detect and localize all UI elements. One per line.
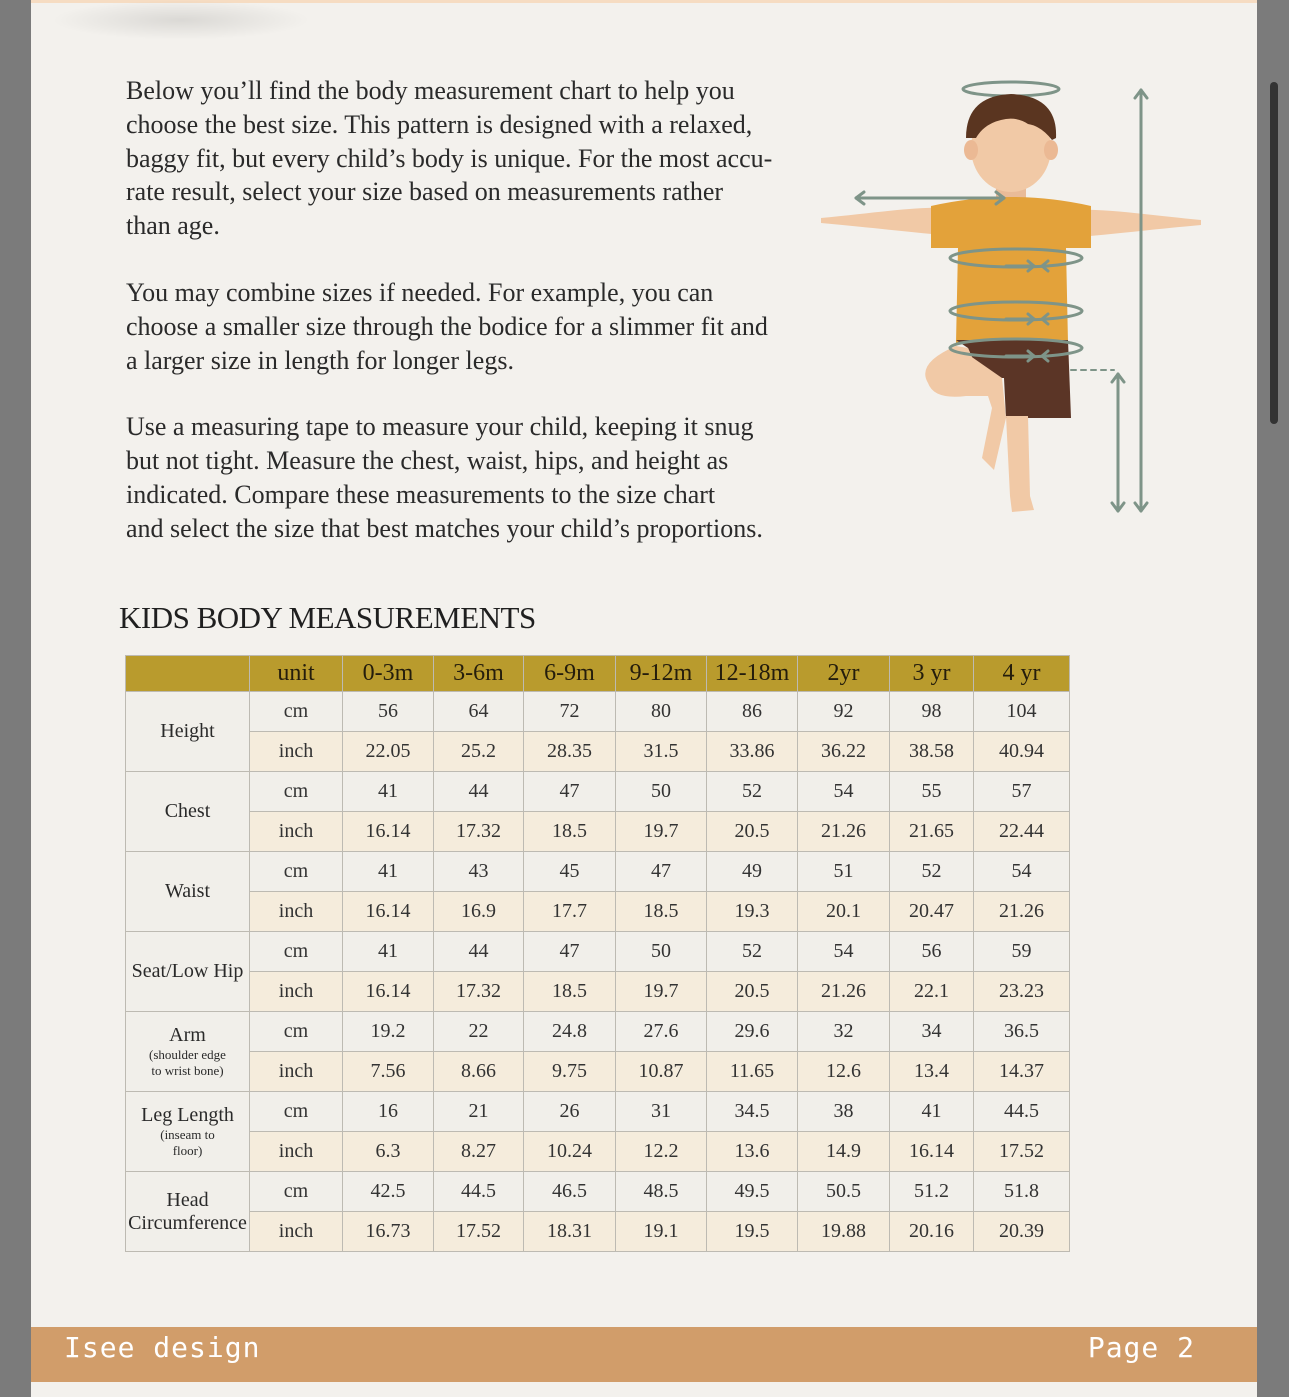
value-cell: 42.5 bbox=[343, 1172, 434, 1212]
value-cell: 20.47 bbox=[890, 892, 974, 932]
value-cell: 18.5 bbox=[524, 972, 616, 1012]
row-label-text: Circumference bbox=[128, 1211, 247, 1234]
row-label-head-circumference bbox=[126, 1172, 250, 1252]
value-cell: 21.65 bbox=[890, 812, 974, 852]
unit-cell: inch bbox=[250, 972, 343, 1012]
value-cell: 41 bbox=[343, 932, 434, 972]
unit-cell: cm bbox=[250, 1172, 343, 1212]
unit-cell: cm bbox=[250, 692, 343, 732]
value-cell: 48.5 bbox=[616, 1172, 707, 1212]
value-cell: 14.9 bbox=[798, 1132, 890, 1172]
table-row bbox=[126, 1132, 1070, 1172]
value-cell: 55 bbox=[890, 772, 974, 812]
intro-paragraph-1 bbox=[126, 74, 846, 243]
value-cell: 18.5 bbox=[524, 812, 616, 852]
value-cell: 6.3 bbox=[343, 1132, 434, 1172]
value-cell: 41 bbox=[343, 852, 434, 892]
value-cell: 16 bbox=[343, 1092, 434, 1132]
value-cell: 47 bbox=[524, 932, 616, 972]
value-cell: 36.5 bbox=[974, 1012, 1070, 1052]
header-unit: unit bbox=[250, 656, 343, 692]
value-cell: 51.8 bbox=[974, 1172, 1070, 1212]
section-title: KIDS BODY MEASUREMENTS bbox=[119, 600, 536, 635]
value-cell: 20.16 bbox=[890, 1212, 974, 1252]
value-cell: 9.75 bbox=[524, 1052, 616, 1092]
unit-cell: cm bbox=[250, 772, 343, 812]
table-header bbox=[126, 656, 1070, 692]
table-row bbox=[126, 1052, 1070, 1092]
value-cell: 29.6 bbox=[707, 1012, 798, 1052]
value-cell: 54 bbox=[798, 932, 890, 972]
header-size: 2yr bbox=[798, 656, 890, 692]
value-cell: 25.2 bbox=[434, 732, 524, 772]
value-cell: 34.5 bbox=[707, 1092, 798, 1132]
table-row bbox=[126, 772, 1070, 812]
intro-line: You may combine sizes if needed. For example, you can bbox=[126, 277, 714, 307]
table-row bbox=[126, 892, 1070, 932]
unit-cell: cm bbox=[250, 852, 343, 892]
value-cell: 41 bbox=[343, 772, 434, 812]
row-label-note: floor) bbox=[172, 1143, 203, 1158]
intro-line: choose a smaller size through the bodice for a slimmer fit and bbox=[126, 311, 768, 341]
header-size: 3 yr bbox=[890, 656, 974, 692]
value-cell: 44 bbox=[434, 932, 524, 972]
row-label-text: Chest bbox=[164, 800, 211, 822]
row-label-text: Leg Length bbox=[141, 1104, 234, 1126]
intro-line: and select the size that best matches your child’s proportions. bbox=[126, 513, 763, 543]
table-row bbox=[126, 692, 1070, 732]
child-measurement-figure-icon bbox=[816, 78, 1206, 523]
value-cell: 47 bbox=[524, 772, 616, 812]
value-cell: 22 bbox=[434, 1012, 524, 1052]
intro-line: indicated. Compare these measurements to the size chart bbox=[126, 479, 716, 509]
value-cell: 16.14 bbox=[343, 812, 434, 852]
header-empty bbox=[126, 656, 250, 692]
value-cell: 38 bbox=[798, 1092, 890, 1132]
value-cell: 64 bbox=[434, 692, 524, 732]
value-cell: 17.32 bbox=[434, 812, 524, 852]
value-cell: 22.1 bbox=[890, 972, 974, 1012]
value-cell: 11.65 bbox=[707, 1052, 798, 1092]
value-cell: 20.39 bbox=[974, 1212, 1070, 1252]
value-cell: 31 bbox=[616, 1092, 707, 1132]
table-row bbox=[126, 1172, 1070, 1212]
value-cell: 19.88 bbox=[798, 1212, 890, 1252]
value-cell: 8.27 bbox=[434, 1132, 524, 1172]
intro-line: choose the best size. This pattern is designed with a relaxed, bbox=[126, 109, 753, 139]
value-cell: 52 bbox=[890, 852, 974, 892]
footer-brand: Isee design bbox=[64, 1331, 261, 1364]
intro-paragraph-2 bbox=[126, 276, 846, 377]
unit-cell: inch bbox=[250, 1212, 343, 1252]
header-size: 3-6m bbox=[434, 656, 524, 692]
row-label-note: (inseam to bbox=[160, 1127, 215, 1142]
table-row bbox=[126, 732, 1070, 772]
value-cell: 18.31 bbox=[524, 1212, 616, 1252]
value-cell: 49.5 bbox=[707, 1172, 798, 1212]
value-cell: 52 bbox=[707, 932, 798, 972]
value-cell: 21.26 bbox=[798, 812, 890, 852]
value-cell: 31.5 bbox=[616, 732, 707, 772]
value-cell: 34 bbox=[890, 1012, 974, 1052]
value-cell: 38.58 bbox=[890, 732, 974, 772]
value-cell: 16.14 bbox=[343, 972, 434, 1012]
value-cell: 16.73 bbox=[343, 1212, 434, 1252]
value-cell: 28.35 bbox=[524, 732, 616, 772]
value-cell: 104 bbox=[974, 692, 1070, 732]
value-cell: 44 bbox=[434, 772, 524, 812]
value-cell: 22.05 bbox=[343, 732, 434, 772]
value-cell: 49 bbox=[707, 852, 798, 892]
value-cell: 16.14 bbox=[890, 1132, 974, 1172]
intro-line: than age. bbox=[126, 211, 220, 241]
header-size: 9-12m bbox=[616, 656, 707, 692]
value-cell: 86 bbox=[707, 692, 798, 732]
value-cell: 50.5 bbox=[798, 1172, 890, 1212]
value-cell: 72 bbox=[524, 692, 616, 732]
row-label-text: Seat/Low Hip bbox=[131, 960, 244, 982]
value-cell: 47 bbox=[616, 852, 707, 892]
row-label-height bbox=[126, 692, 250, 772]
value-cell: 21.26 bbox=[798, 972, 890, 1012]
value-cell: 56 bbox=[343, 692, 434, 732]
row-label-text: Head bbox=[166, 1188, 209, 1211]
value-cell: 10.87 bbox=[616, 1052, 707, 1092]
unit-cell: cm bbox=[250, 1092, 343, 1132]
header-size: 6-9m bbox=[524, 656, 616, 692]
header-size: 0-3m bbox=[343, 656, 434, 692]
intro-line: Use a measuring tape to measure your child, keeping it snug bbox=[126, 412, 754, 442]
document-page bbox=[31, 0, 1257, 1397]
header-size: 12-18m bbox=[707, 656, 798, 692]
value-cell: 19.3 bbox=[707, 892, 798, 932]
unit-cell: cm bbox=[250, 932, 343, 972]
value-cell: 59 bbox=[974, 932, 1070, 972]
value-cell: 17.52 bbox=[974, 1132, 1070, 1172]
unit-cell: inch bbox=[250, 1132, 343, 1172]
value-cell: 52 bbox=[707, 772, 798, 812]
intro-text bbox=[126, 74, 846, 579]
value-cell: 24.8 bbox=[524, 1012, 616, 1052]
intro-line: rate result, select your size based on measurements rather bbox=[126, 177, 724, 207]
value-cell: 13.6 bbox=[707, 1132, 798, 1172]
intro-line: Below you’ll find the body measurement chart to help you bbox=[126, 76, 735, 105]
value-cell: 56 bbox=[890, 932, 974, 972]
row-label-leg-length bbox=[126, 1092, 250, 1172]
unit-cell: inch bbox=[250, 1052, 343, 1092]
value-cell: 27.6 bbox=[616, 1012, 707, 1052]
row-label-note: (shoulder edge bbox=[149, 1047, 226, 1062]
measurement-table bbox=[125, 655, 1070, 1252]
value-cell: 50 bbox=[616, 932, 707, 972]
unit-cell: inch bbox=[250, 732, 343, 772]
value-cell: 17.32 bbox=[434, 972, 524, 1012]
value-cell: 26 bbox=[524, 1092, 616, 1132]
value-cell: 7.56 bbox=[343, 1052, 434, 1092]
value-cell: 16.14 bbox=[343, 892, 434, 932]
row-label-text: Height bbox=[160, 720, 215, 742]
table-row bbox=[126, 972, 1070, 1012]
value-cell: 92 bbox=[798, 692, 890, 732]
table-row bbox=[126, 1012, 1070, 1052]
row-label-text: Waist bbox=[164, 880, 211, 902]
value-cell: 12.6 bbox=[798, 1052, 890, 1092]
value-cell: 8.66 bbox=[434, 1052, 524, 1092]
value-cell: 46.5 bbox=[524, 1172, 616, 1212]
value-cell: 16.9 bbox=[434, 892, 524, 932]
intro-line: a larger size in length for longer legs. bbox=[126, 345, 514, 375]
table-row bbox=[126, 1092, 1070, 1132]
value-cell: 20.1 bbox=[798, 892, 890, 932]
value-cell: 20.5 bbox=[707, 972, 798, 1012]
value-cell: 44.5 bbox=[434, 1172, 524, 1212]
value-cell: 51.2 bbox=[890, 1172, 974, 1212]
value-cell: 40.94 bbox=[974, 732, 1070, 772]
table-row bbox=[126, 852, 1070, 892]
row-label-chest bbox=[126, 772, 250, 852]
table-row bbox=[126, 812, 1070, 852]
intro-line: but not tight. Measure the chest, waist, hips, and height as bbox=[126, 446, 729, 476]
value-cell: 10.24 bbox=[524, 1132, 616, 1172]
value-cell: 19.7 bbox=[616, 812, 707, 852]
value-cell: 18.5 bbox=[616, 892, 707, 932]
value-cell: 80 bbox=[616, 692, 707, 732]
value-cell: 20.5 bbox=[707, 812, 798, 852]
value-cell: 19.5 bbox=[707, 1212, 798, 1252]
value-cell: 21 bbox=[434, 1092, 524, 1132]
value-cell: 36.22 bbox=[798, 732, 890, 772]
unit-cell: inch bbox=[250, 892, 343, 932]
row-label-seat bbox=[126, 932, 250, 1012]
value-cell: 21.26 bbox=[974, 892, 1070, 932]
table-body bbox=[126, 692, 1070, 1252]
table-row bbox=[126, 932, 1070, 972]
value-cell: 43 bbox=[434, 852, 524, 892]
value-cell: 98 bbox=[890, 692, 974, 732]
intro-paragraph-3 bbox=[126, 410, 846, 545]
value-cell: 19.2 bbox=[343, 1012, 434, 1052]
value-cell: 19.1 bbox=[616, 1212, 707, 1252]
table-row bbox=[126, 1212, 1070, 1252]
value-cell: 41 bbox=[890, 1092, 974, 1132]
value-cell: 32 bbox=[798, 1012, 890, 1052]
unit-cell: inch bbox=[250, 812, 343, 852]
unit-cell: cm bbox=[250, 1012, 343, 1052]
value-cell: 17.7 bbox=[524, 892, 616, 932]
value-cell: 12.2 bbox=[616, 1132, 707, 1172]
value-cell: 17.52 bbox=[434, 1212, 524, 1252]
row-label-text: Arm bbox=[169, 1024, 206, 1046]
value-cell: 13.4 bbox=[890, 1052, 974, 1092]
page-footer bbox=[31, 1327, 1257, 1382]
row-label-arm bbox=[126, 1012, 250, 1092]
value-cell: 54 bbox=[974, 852, 1070, 892]
value-cell: 33.86 bbox=[707, 732, 798, 772]
value-cell: 51 bbox=[798, 852, 890, 892]
value-cell: 22.44 bbox=[974, 812, 1070, 852]
value-cell: 19.7 bbox=[616, 972, 707, 1012]
intro-line: baggy fit, but every child’s body is unique. For the most accu- bbox=[126, 143, 773, 173]
value-cell: 23.23 bbox=[974, 972, 1070, 1012]
header-size: 4 yr bbox=[974, 656, 1070, 692]
row-label-waist bbox=[126, 852, 250, 932]
value-cell: 50 bbox=[616, 772, 707, 812]
row-label-note: to wrist bone) bbox=[151, 1063, 224, 1078]
page-shadow bbox=[51, 0, 311, 40]
value-cell: 45 bbox=[524, 852, 616, 892]
value-cell: 57 bbox=[974, 772, 1070, 812]
footer-page-number: Page 2 bbox=[1087, 1331, 1195, 1364]
vertical-scrollbar[interactable] bbox=[1270, 82, 1278, 424]
value-cell: 44.5 bbox=[974, 1092, 1070, 1132]
value-cell: 54 bbox=[798, 772, 890, 812]
value-cell: 14.37 bbox=[974, 1052, 1070, 1092]
